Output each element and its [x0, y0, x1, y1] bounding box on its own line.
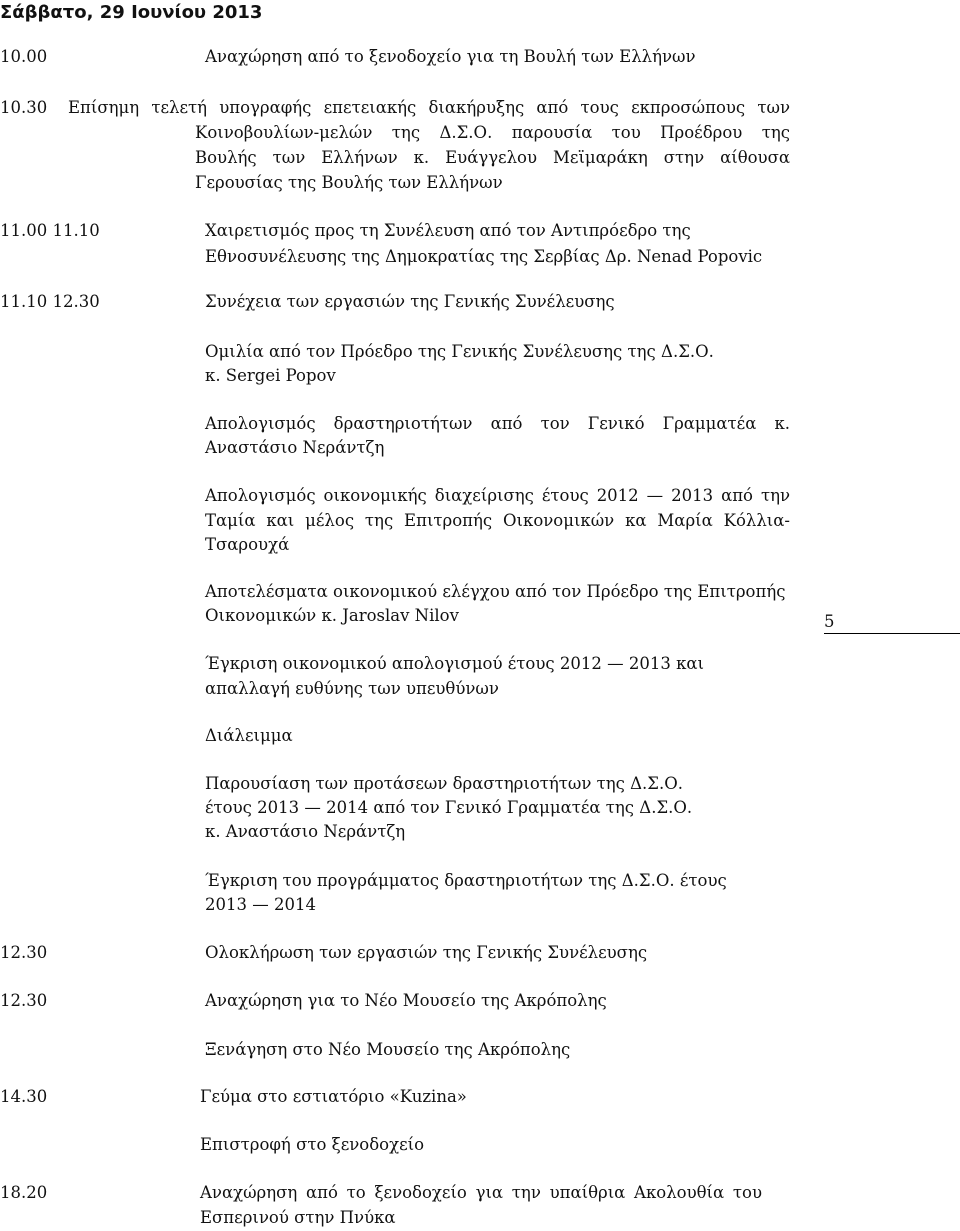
ceremony-line-2: Κοινοβουλίων-μελών της Δ.Σ.Ο. παρουσία του Προέδρου της	[195, 123, 790, 142]
page-number-rule	[824, 633, 960, 634]
page-title: Σάββατο, 29 Ιουνίου 2013	[0, 2, 263, 23]
financial-report-line-2: Ταμία και μέλος της Επιτροπής Οικονομικών κα Μαρία Κόλλια-	[205, 511, 790, 530]
time-1820: 18.20	[0, 1183, 48, 1202]
assembly-continuation: Συνέχεια των εργασιών της Γενικής Συνέλευσης	[205, 292, 615, 311]
time-1100-1110: 11.00 11.10	[0, 221, 100, 240]
financial-report-line-3: Τσαρουχά	[205, 535, 290, 554]
audit-results-line-1: Αποτελέσματα οικονομικού ελέγχου από τον Πρόεδρο της Επιτροπής	[205, 582, 786, 601]
ceremony-line-1: Επίσημη τελετή υπογραφής επετειακής διακήρυξης από τους εκπροσώπους των	[68, 98, 790, 117]
ceremony-line-4: Γερουσίας της Βουλής των Ελλήνων	[195, 173, 503, 192]
program-approval-line-2: 2013 — 2014	[205, 895, 316, 914]
program-approval-line-1: Έγκριση του προγράμματος δραστηριοτήτων της Δ.Σ.Ο. έτους	[205, 871, 727, 890]
proposals-line-2: έτους 2013 — 2014 από τον Γενικό Γραμματέα της Δ.Σ.Ο.	[205, 798, 693, 817]
proposals-line-1: Παρουσίαση των προτάσεων δραστηριοτήτων της Δ.Σ.Ο.	[205, 774, 683, 793]
time-1230-b: 12.30	[0, 991, 48, 1010]
time-1230-a: 12.30	[0, 943, 48, 962]
assembly-closing: Ολοκλήρωση των εργασιών της Γενικής Συνέλευσης	[205, 943, 648, 962]
activity-report-line-1: Απολογισμός δραστηριοτήτων από τον Γενικό Γραμματέα κ.	[205, 414, 790, 433]
audit-results-line-2: Οικονομικών κ. Jaroslav Nilov	[205, 606, 459, 625]
time-1110-1230: 11.10 12.30	[0, 292, 100, 311]
museum-tour: Ξενάγηση στο Νέο Μουσείο της Ακρόπολης	[205, 1040, 571, 1059]
time-1000: 10.00	[0, 47, 48, 66]
time-1030: 10.30	[0, 98, 48, 117]
president-speech-line-1: Ομιλία από τον Πρόεδρο της Γενικής Συνέλευσης της Δ.Σ.Ο.	[205, 342, 714, 361]
approval-report-line-2: απαλλαγή ευθύνης των υπευθύνων	[205, 679, 499, 698]
president-speech-line-2: κ. Sergei Popov	[205, 366, 336, 385]
departure-parliament: Αναχώρηση από το ξενοδοχείο για τη Βουλή των Ελλήνων	[205, 47, 696, 66]
activity-report-line-2: Αναστάσιο Νεράντζη	[205, 438, 385, 457]
lunch: Γεύμα στο εστιατόριο «Kuzina»	[200, 1087, 467, 1106]
proposals-line-3: κ. Αναστάσιο Νεράντζη	[205, 822, 406, 841]
vespers-line-1: Αναχώρηση από το ξενοδοχείο για την υπαίθρια Ακολουθία του	[200, 1183, 762, 1202]
approval-report-line-1: Έγκριση οικονομικού απολογισμού έτους 2012 — 2013 και	[205, 654, 705, 673]
ceremony-line-3: Βουλής των Ελλήνων κ. Ευάγγελου Μεϊμαράκη στην αίθουσα	[195, 148, 790, 167]
departure-museum: Αναχώρηση για το Νέο Μουσείο της Ακρόπολης	[205, 991, 607, 1010]
vespers-line-2: Εσπερινού στην Πνύκα	[200, 1208, 396, 1227]
break-label: Διάλειμμα	[205, 726, 293, 745]
return-hotel: Επιστροφή στο ξενοδοχείο	[200, 1135, 425, 1154]
page-number: 5	[824, 612, 835, 631]
financial-report-line-1: Απολογισμός οικονομικής διαχείρισης έτους 2012 — 2013 από την	[205, 486, 790, 505]
greeting-line-1: Χαιρετισμός προς τη Συνέλευση από τον Αντιπρόεδρο της	[205, 221, 691, 240]
greeting-line-2: Εθνοσυνέλευσης της Δημοκρατίας της Σερβίας Δρ. Nenad Popovic	[205, 247, 763, 266]
time-1430: 14.30	[0, 1087, 48, 1106]
